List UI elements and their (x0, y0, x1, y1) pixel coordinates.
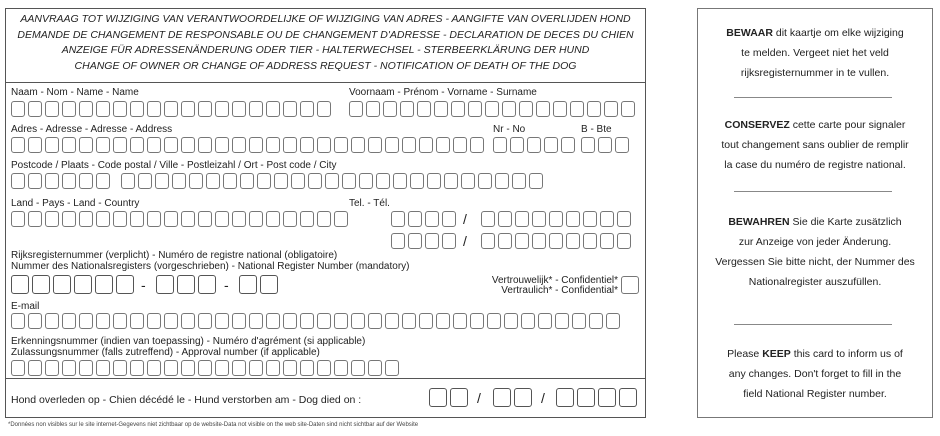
char-box[interactable] (74, 275, 92, 294)
char-box[interactable] (249, 211, 263, 227)
char-box[interactable] (351, 313, 365, 329)
death-year-field[interactable] (556, 388, 637, 407)
char-box[interactable] (504, 313, 518, 329)
char-box[interactable] (538, 313, 552, 329)
card-nl-bold: BEWAAR (726, 27, 773, 39)
national-register-label: Rijksregisternummer (verplicht) - Numéro de registre national (obligatoire) (11, 250, 338, 261)
char-box[interactable] (498, 211, 512, 227)
char-box[interactable] (442, 211, 456, 227)
char-box[interactable] (11, 101, 25, 117)
char-box[interactable] (274, 173, 288, 189)
char-box[interactable] (478, 173, 492, 189)
char-box[interactable] (408, 211, 422, 227)
char-box[interactable] (493, 137, 507, 153)
char-box[interactable] (617, 211, 631, 227)
char-box[interactable] (147, 211, 161, 227)
char-box[interactable] (283, 211, 297, 227)
card-fr-bold: CONSERVEZ (724, 119, 790, 131)
national-register-part-1[interactable] (11, 275, 134, 294)
char-box[interactable] (11, 275, 29, 294)
char-box[interactable] (181, 313, 195, 329)
char-box[interactable] (587, 101, 601, 117)
char-box[interactable] (581, 137, 595, 153)
char-box[interactable] (425, 211, 439, 227)
death-month-field[interactable] (493, 388, 532, 407)
char-box[interactable] (32, 275, 50, 294)
char-box[interactable] (232, 360, 246, 376)
char-box[interactable] (425, 233, 439, 249)
char-box[interactable] (408, 233, 422, 249)
char-box[interactable] (617, 233, 631, 249)
card-divider (734, 324, 892, 325)
char-box[interactable] (461, 173, 475, 189)
char-box[interactable] (198, 101, 212, 117)
char-box[interactable] (198, 360, 212, 376)
char-box[interactable] (444, 173, 458, 189)
death-day-field[interactable] (429, 388, 468, 407)
char-box[interactable] (400, 101, 414, 117)
char-box[interactable] (325, 173, 339, 189)
char-box[interactable] (468, 101, 482, 117)
char-box[interactable] (561, 137, 575, 153)
header-line-nl: AANVRAAG TOT WIJZIGING VAN VERANTWOORDELIJKE OF WIJZIGING VAN ADRES - AANGIFTE VAN OVERLIJDEN HOND (20, 13, 631, 25)
char-box[interactable] (198, 275, 216, 294)
char-box[interactable] (215, 360, 229, 376)
char-box[interactable] (598, 137, 612, 153)
char-box[interactable] (130, 137, 144, 153)
char-box[interactable] (28, 173, 42, 189)
char-box[interactable] (583, 211, 597, 227)
char-box[interactable] (79, 137, 93, 153)
char-box[interactable] (62, 313, 76, 329)
char-box[interactable] (96, 101, 110, 117)
char-box[interactable] (419, 313, 433, 329)
char-box[interactable] (334, 360, 348, 376)
name-label: Naam - Nom - Name - Name (11, 87, 139, 98)
card-divider (734, 191, 892, 192)
char-box[interactable] (113, 313, 127, 329)
char-box[interactable] (147, 360, 161, 376)
approval-number-label-2: Zulassungsnummer (falls zutreffend) - Approval number (if applicable) (11, 347, 320, 358)
char-box[interactable] (177, 275, 195, 294)
card-text-en: Please KEEP this card to inform us of any changes. Don't forget to fill in the field National Register number. (727, 348, 903, 400)
char-box[interactable] (291, 173, 305, 189)
char-box[interactable] (232, 137, 246, 153)
char-box[interactable] (450, 388, 468, 407)
char-box[interactable] (96, 137, 110, 153)
char-box[interactable] (198, 313, 212, 329)
char-box[interactable] (156, 275, 174, 294)
char-box[interactable] (391, 233, 405, 249)
char-box[interactable] (232, 313, 246, 329)
char-box[interactable] (512, 173, 526, 189)
char-box[interactable] (300, 211, 314, 227)
char-box[interactable] (283, 313, 297, 329)
char-box[interactable] (555, 313, 569, 329)
box-label: B - Bte (581, 124, 612, 135)
char-box[interactable] (385, 313, 399, 329)
char-box[interactable] (181, 137, 195, 153)
char-box[interactable] (502, 101, 516, 117)
char-box[interactable] (206, 173, 220, 189)
header-line-de: ANZEIGE FÜR ADRESSENÄNDERUNG ODER TIER - HALTERWECHSEL - STERBEERKLÄRUNG DER HUND (61, 44, 590, 56)
char-box[interactable] (181, 360, 195, 376)
tel-label: Tel. - Tél. (349, 198, 390, 209)
char-box[interactable] (317, 360, 331, 376)
char-box[interactable] (527, 137, 541, 153)
char-box[interactable] (515, 211, 529, 227)
confidential-label: Vertrouwelijk* - Confidentiel* (491, 275, 618, 286)
char-box[interactable] (164, 313, 178, 329)
char-box[interactable] (62, 101, 76, 117)
char-box[interactable] (606, 313, 620, 329)
char-box[interactable] (470, 137, 484, 153)
char-box[interactable] (317, 313, 331, 329)
char-box[interactable] (549, 211, 563, 227)
keep-card (697, 8, 933, 418)
char-box[interactable] (155, 173, 169, 189)
footer-divider (6, 378, 645, 379)
char-box[interactable] (249, 137, 263, 153)
approval-number-field[interactable] (11, 360, 399, 376)
char-box[interactable] (300, 137, 314, 153)
char-box[interactable] (28, 360, 42, 376)
char-box[interactable] (334, 211, 348, 227)
country-label: Land - Pays - Land - Country (11, 198, 140, 209)
char-box[interactable] (249, 360, 263, 376)
header-line-en: CHANGE OF OWNER OR CHANGE OF ADDRESS REQUEST - NOTIFICATION OF DEATH OF THE DOG (74, 59, 577, 72)
char-box[interactable] (349, 101, 363, 117)
char-box[interactable] (453, 137, 467, 153)
char-box[interactable] (442, 233, 456, 249)
char-box[interactable] (429, 388, 447, 407)
char-box[interactable] (317, 211, 331, 227)
char-box[interactable] (485, 101, 499, 117)
char-box[interactable] (266, 101, 280, 117)
char-box[interactable] (11, 313, 25, 329)
char-box[interactable] (240, 173, 254, 189)
char-box[interactable] (96, 360, 110, 376)
country-field[interactable] (11, 211, 348, 227)
char-box[interactable] (495, 173, 509, 189)
char-box[interactable] (147, 101, 161, 117)
char-box[interactable] (95, 275, 113, 294)
char-box[interactable] (164, 360, 178, 376)
char-box[interactable] (189, 173, 203, 189)
char-box[interactable] (113, 101, 127, 117)
char-box[interactable] (79, 313, 93, 329)
char-box[interactable] (532, 233, 546, 249)
date-separator-1: / (477, 390, 481, 406)
char-box[interactable] (589, 313, 603, 329)
char-box[interactable] (410, 173, 424, 189)
char-box[interactable] (130, 313, 144, 329)
char-box[interactable] (45, 173, 59, 189)
confidential-label-2: Vertraulich* - Confidential* (501, 285, 618, 296)
tel-number-field[interactable] (481, 211, 631, 227)
char-box[interactable] (266, 313, 280, 329)
char-box[interactable] (434, 101, 448, 117)
char-box[interactable] (368, 360, 382, 376)
house-number-field[interactable] (493, 137, 575, 153)
char-box[interactable] (79, 173, 93, 189)
char-box[interactable] (583, 233, 597, 249)
char-box[interactable] (419, 137, 433, 153)
number-label: Nr - No (493, 124, 526, 135)
char-box[interactable] (359, 173, 373, 189)
char-box[interactable] (257, 173, 271, 189)
char-box[interactable] (577, 388, 595, 407)
card-de-bold: BEWAHREN (728, 216, 790, 228)
char-box[interactable] (130, 211, 144, 227)
char-box[interactable] (116, 275, 134, 294)
char-box[interactable] (402, 137, 416, 153)
char-box[interactable] (28, 211, 42, 227)
char-box[interactable] (79, 360, 93, 376)
address-field[interactable] (11, 137, 484, 153)
char-box[interactable] (223, 173, 237, 189)
char-box[interactable] (28, 313, 42, 329)
char-box[interactable] (393, 173, 407, 189)
date-separator-2: / (541, 390, 545, 406)
char-box[interactable] (351, 360, 365, 376)
char-box[interactable] (342, 173, 356, 189)
confidential-checkbox[interactable] (621, 276, 639, 294)
char-box[interactable] (11, 360, 25, 376)
char-box[interactable] (147, 313, 161, 329)
national-register-dash-1: - (141, 277, 146, 293)
char-box[interactable] (62, 173, 76, 189)
char-box[interactable] (62, 211, 76, 227)
tel-separator-2: / (463, 233, 467, 249)
char-box[interactable] (600, 211, 614, 227)
tel-prefix-field-2[interactable] (391, 233, 456, 249)
char-box[interactable] (96, 211, 110, 227)
char-box[interactable] (498, 233, 512, 249)
char-box[interactable] (96, 313, 110, 329)
tel-number-field-2[interactable] (481, 233, 631, 249)
char-box[interactable] (79, 101, 93, 117)
char-box[interactable] (215, 313, 229, 329)
char-box[interactable] (351, 137, 365, 153)
char-box[interactable] (53, 275, 71, 294)
char-box[interactable] (570, 101, 584, 117)
char-box[interactable] (300, 313, 314, 329)
char-box[interactable] (198, 211, 212, 227)
char-box[interactable] (164, 137, 178, 153)
char-box[interactable] (283, 137, 297, 153)
char-box[interactable] (391, 211, 405, 227)
char-box[interactable] (481, 233, 495, 249)
char-box[interactable] (283, 101, 297, 117)
char-box[interactable] (300, 101, 314, 117)
char-box[interactable] (436, 137, 450, 153)
name-field[interactable] (11, 101, 331, 117)
char-box[interactable] (470, 313, 484, 329)
char-box[interactable] (266, 137, 280, 153)
card-en-bold: KEEP (762, 348, 791, 360)
city-field[interactable] (121, 173, 543, 189)
char-box[interactable] (556, 388, 574, 407)
form-header (6, 12, 645, 74)
approval-number-label: Erkenningsnummer (indien van toepassing) - Numéro d'agrément (si applicable) (11, 336, 366, 347)
char-box[interactable] (11, 137, 25, 153)
card-divider (734, 97, 892, 98)
char-box[interactable] (566, 233, 580, 249)
change-request-form (5, 8, 646, 418)
char-box[interactable] (45, 137, 59, 153)
char-box[interactable] (453, 313, 467, 329)
char-box[interactable] (529, 173, 543, 189)
char-box[interactable] (481, 211, 495, 227)
char-box[interactable] (260, 275, 278, 294)
char-box[interactable] (215, 101, 229, 117)
char-box[interactable] (28, 137, 42, 153)
char-box[interactable] (317, 101, 331, 117)
char-box[interactable] (130, 101, 144, 117)
national-register-label-2: Nummer des Nationalsregisters (vorgeschrieben) - National Register Number (mandatory) (11, 261, 410, 272)
char-box[interactable] (402, 313, 416, 329)
char-box[interactable] (549, 233, 563, 249)
char-box[interactable] (334, 313, 348, 329)
char-box[interactable] (181, 211, 195, 227)
char-box[interactable] (515, 233, 529, 249)
char-box[interactable] (130, 360, 144, 376)
char-box[interactable] (487, 313, 501, 329)
char-box[interactable] (519, 101, 533, 117)
char-box[interactable] (598, 388, 616, 407)
header-line-fr: DEMANDE DE CHANGEMENT DE RESPONSABLE OU DE CHANGEMENT D'ADRESSE - DECLARATION DE DECES DU CHIEN (17, 28, 634, 41)
char-box[interactable] (383, 101, 397, 117)
email-label: E-mail (11, 301, 40, 312)
char-box[interactable] (366, 101, 380, 117)
char-box[interactable] (521, 313, 535, 329)
firstname-label: Voornaam - Prénom - Vorname - Surname (349, 87, 537, 98)
char-box[interactable] (232, 101, 246, 117)
postcode-city-label: Postcode / Plaats - Code postal / Ville - Postleizahl / Ort - Post code / City (11, 160, 337, 171)
tel-separator: / (463, 211, 467, 227)
char-box[interactable] (181, 101, 195, 117)
char-box[interactable] (368, 313, 382, 329)
char-box[interactable] (96, 173, 110, 189)
char-box[interactable] (536, 101, 550, 117)
char-box[interactable] (45, 101, 59, 117)
char-box[interactable] (334, 137, 348, 153)
char-box[interactable] (544, 137, 558, 153)
char-box[interactable] (600, 233, 614, 249)
card-text-de: BEWAHREN Sie die Karte zusätzlich zur Anzeige von jeder Änderung. Vergessen Sie bitte nicht, der Nummer des Nationalregister auszufüllen. (715, 216, 915, 288)
national-register-part-3[interactable] (239, 275, 278, 294)
char-box[interactable] (79, 211, 93, 227)
char-box[interactable] (283, 360, 297, 376)
char-box[interactable] (164, 211, 178, 227)
char-box[interactable] (566, 211, 580, 227)
national-register-dash-2: - (224, 277, 229, 293)
char-box[interactable] (121, 173, 135, 189)
char-box[interactable] (62, 360, 76, 376)
char-box[interactable] (621, 101, 635, 117)
char-box[interactable] (11, 173, 25, 189)
char-box[interactable] (113, 137, 127, 153)
email-field[interactable] (11, 313, 620, 329)
address-label: Adres - Adresse - Adresse - Address (11, 124, 173, 135)
char-box[interactable] (308, 173, 322, 189)
firstname-field[interactable] (349, 101, 635, 117)
char-box[interactable] (172, 173, 186, 189)
char-box[interactable] (62, 137, 76, 153)
char-box[interactable] (510, 137, 524, 153)
char-box[interactable] (604, 101, 618, 117)
char-box[interactable] (266, 360, 280, 376)
char-box[interactable] (553, 101, 567, 117)
char-box[interactable] (113, 360, 127, 376)
char-box[interactable] (11, 211, 25, 227)
card-text-nl: BEWAAR dit kaartje om elke wijziging te melden. Vergeet niet het veld rijksregisternummer in te vullen. (726, 27, 904, 79)
char-box[interactable] (615, 137, 629, 153)
char-box[interactable] (451, 101, 465, 117)
char-box[interactable] (427, 173, 441, 189)
national-register-part-2[interactable] (156, 275, 216, 294)
char-box[interactable] (232, 211, 246, 227)
char-box[interactable] (249, 101, 263, 117)
char-box[interactable] (164, 101, 178, 117)
char-box[interactable] (138, 173, 152, 189)
char-box[interactable] (45, 313, 59, 329)
char-box[interactable] (239, 275, 257, 294)
char-box[interactable] (368, 137, 382, 153)
char-box[interactable] (572, 313, 586, 329)
char-box[interactable] (376, 173, 390, 189)
header-divider (6, 82, 645, 83)
char-box[interactable] (266, 211, 280, 227)
char-box[interactable] (215, 211, 229, 227)
char-box[interactable] (385, 360, 399, 376)
char-box[interactable] (385, 137, 399, 153)
char-box[interactable] (619, 388, 637, 407)
postcode-field[interactable] (11, 173, 110, 189)
box-number-field[interactable] (581, 137, 629, 153)
char-box[interactable] (417, 101, 431, 117)
card-text-fr: CONSERVEZ cette carte pour signaler tout changement sans oublier de remplir la case du numéro de registre national. (721, 119, 909, 171)
char-box[interactable] (45, 360, 59, 376)
char-box[interactable] (300, 360, 314, 376)
char-box[interactable] (532, 211, 546, 227)
char-box[interactable] (514, 388, 532, 407)
char-box[interactable] (249, 313, 263, 329)
char-box[interactable] (215, 137, 229, 153)
char-box[interactable] (28, 101, 42, 117)
char-box[interactable] (45, 211, 59, 227)
char-box[interactable] (317, 137, 331, 153)
char-box[interactable] (436, 313, 450, 329)
death-date-label: Hond overleden op - Chien décédé le - Hund verstorben am - Dog died on : (11, 394, 362, 406)
char-box[interactable] (113, 211, 127, 227)
footnote: *Données non visibles sur le site internet-Gegevens niet zichtbaar op de website-Data not visible on the web site-Daten sind nicht sichtbar auf der Website (8, 422, 419, 428)
tel-prefix-field[interactable] (391, 211, 456, 227)
char-box[interactable] (147, 137, 161, 153)
char-box[interactable] (493, 388, 511, 407)
char-box[interactable] (198, 137, 212, 153)
